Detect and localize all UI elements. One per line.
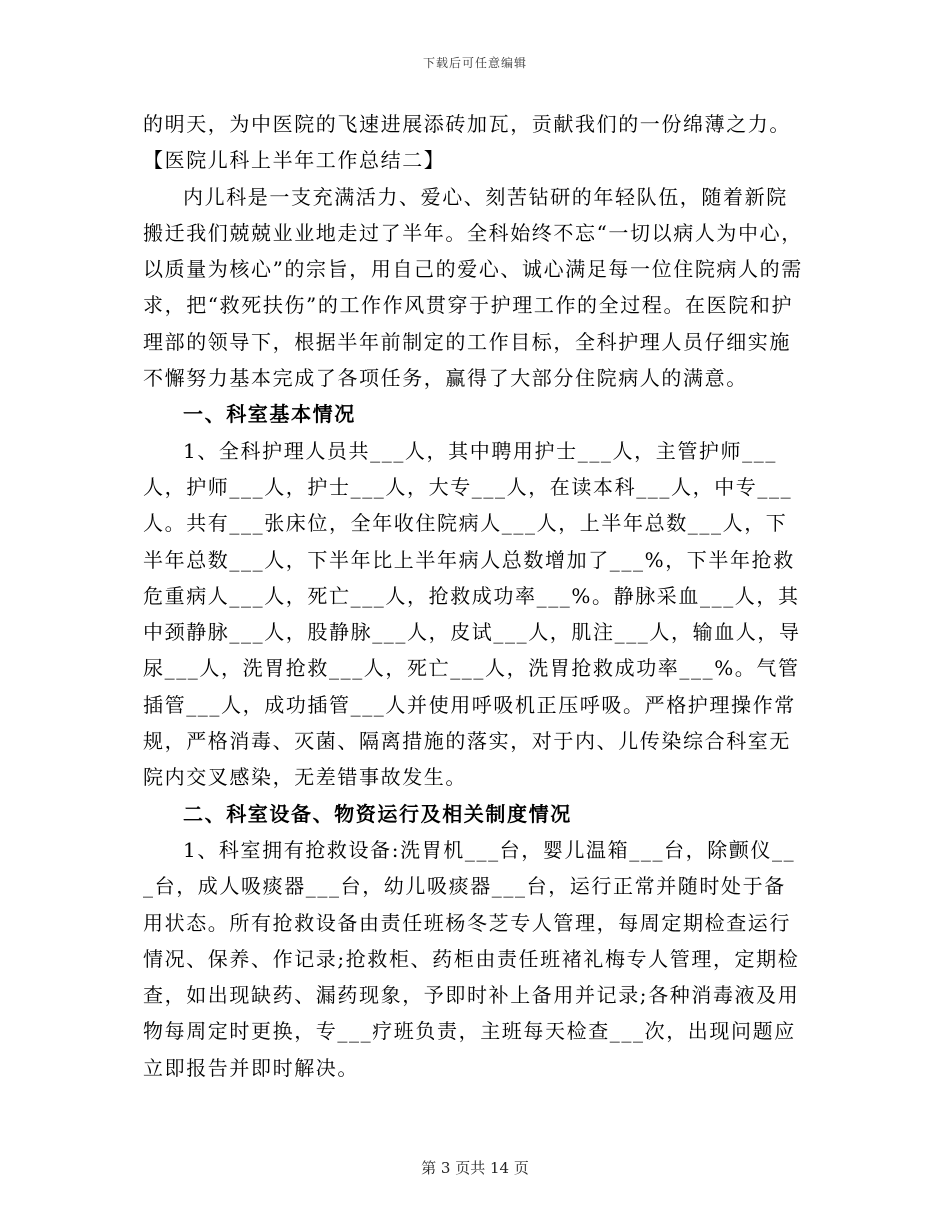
page-footer-number: 第 3 页共 14 页 — [421, 1159, 529, 1177]
intro-paragraph: 内儿科是一支充满活力、爱心、刻苦钻研的年轻队伍，随着新院搬迁我们兢兢业业地走过了半年。全科始终不忘“一切以病人为中心，以质量为核心”的宗旨，用自己的爱心、诚心满足每一位住院病人的需求，把“救死扶伤”的工作作风贯穿于护理工作的全过程。在医院和护理部的领导下，根据半年前制定的工作目标，全科护理人员仔细实施不懈努力基本完成了各项任务，赢得了大部分住院病人的满意。 — [143, 184, 803, 391]
continued-text-line: 的明天，为中医院的飞速进展添砖加瓦，贡献我们的一份绵薄之力。 — [143, 112, 791, 136]
heading-equipment: 二、科室设备、物资运行及相关制度情况 — [183, 801, 572, 826]
page-header-note: 下载后可任意编辑 — [422, 56, 527, 70]
heading-basic-situation: 一、科室基本情况 — [183, 402, 356, 427]
equipment-paragraph: 1、科室拥有抢救设备:洗胃机___台，婴儿温箱___台，除颤仪___台，成人吸痰器___台，幼儿吸痰器___台，运行正常并随时处于备用状态。所有抢救设备由责任班杨冬芝专人管理，每周定期检查运行情况、保养、作记录;抢救柜、药柜由责任班褚礼梅专人管理，定期检查，如出现缺药、漏药现象，予即时补上备用并记录;各种消毒液及用物每周定时更换，专___疗班负责，主班每天检查___次，出现问题应立即报告并即时解决。 — [143, 837, 800, 1080]
staff-statistics-paragraph: 1、全科护理人员共___人，其中聘用护士___人，主管护师___人，护师___人，护士___人，大专___人，在读本科___人，中专___人。共有___张床位，全年收住院病人___人，上半年总数___人，下半年总数___人，下半年比上半年病人总数增加了___%，下半年抢救危重病人___人，死亡___人，抢救成功率___%。静脉采血___人，其中颈静脉___人，股静脉___人，皮试___人，肌注___人，输血人，导尿___人，洗胃抢救___人，死亡___人，洗胃抢救成功率___%。气管插管___人，成功插管___人并使用呼吸机正压呼吸。严格护理操作常规，严格消毒、灭菌、隔离措施的落实，对于内、儿传染综合科室无院内交叉感染，无差错事故发生。 — [143, 438, 801, 790]
section-title: 【医院儿科上半年工作总结二】 — [143, 148, 446, 173]
document-body — [143, 106, 805, 1086]
